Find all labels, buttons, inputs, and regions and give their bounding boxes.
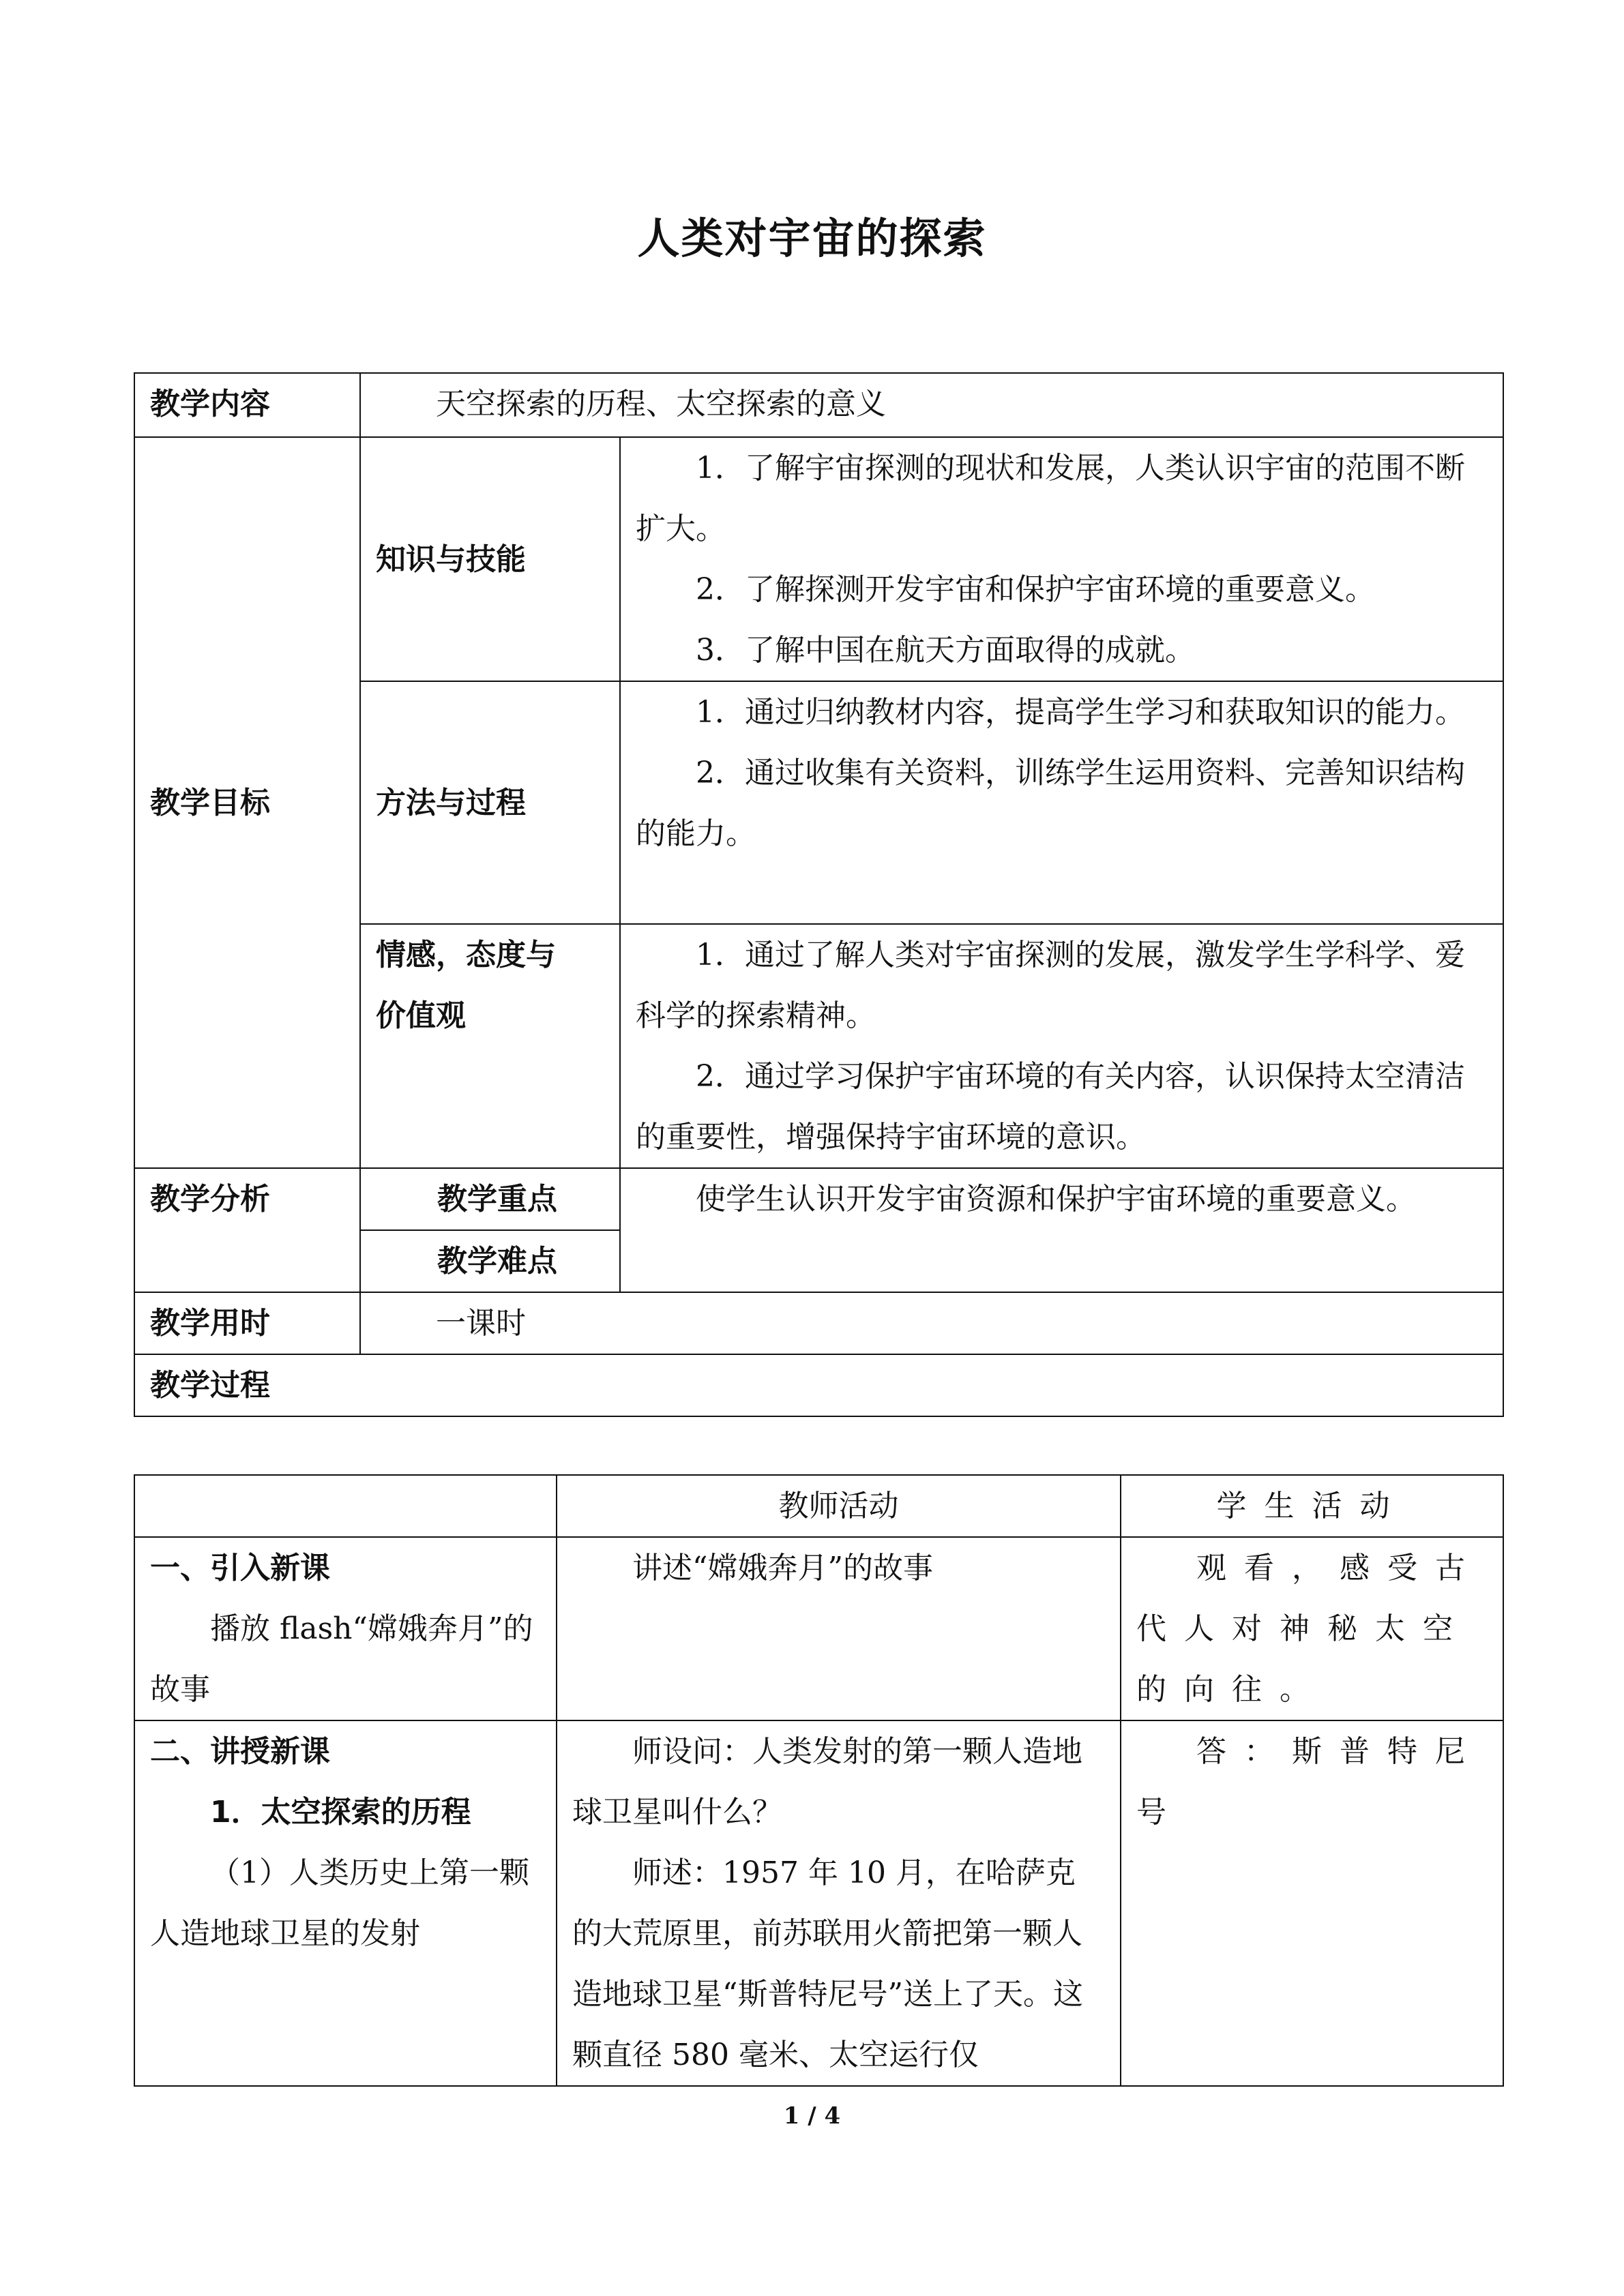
content-label: 教学内容: [134, 373, 360, 437]
info-table: [134, 372, 1504, 1417]
emotion-label-line1: 情感，态度与: [376, 938, 556, 972]
method-items: [620, 681, 1503, 924]
row2-section: 二、讲授新课: [150, 1734, 330, 1769]
emotion-items: [620, 924, 1503, 1168]
emotion-item: 1．通过了解人类对宇宙探测的发展，激发学生学科学、爱科学的探索精神。: [636, 938, 1465, 1033]
key-point-label: 教学重点: [360, 1168, 620, 1230]
emotion-item: 2．通过学习保护宇宙环境的有关内容，认识保持太空清洁的重要性，增强保持宇宙环境的意识。: [636, 1059, 1465, 1154]
time-value: 一课时: [360, 1292, 1503, 1354]
page-number: 1 / 4: [783, 2102, 841, 2130]
method-label: 方法与过程: [360, 681, 620, 924]
row2-teacher-statement: 师述：1957 年 10 月，在哈萨克的大荒原里，前苏联用火箭把第一颗人造地球卫星“斯普特尼号”送上了天。这颗直径 580 毫米、太空运行仅: [572, 1855, 1083, 2072]
difficult-point-label: 教学难点: [360, 1230, 620, 1292]
process-label: 教学过程: [134, 1354, 1503, 1416]
content-value: 天空探索的历程、太空探索的意义: [360, 373, 1503, 437]
goals-label: 教学目标: [134, 437, 360, 1168]
knowledge-label: 知识与技能: [360, 437, 620, 681]
page-title: 人类对宇宙的探索: [637, 213, 987, 263]
emotion-label: [360, 924, 620, 1168]
row1-student: 观看，感受古代人对神秘太空的向往。: [1121, 1537, 1503, 1720]
col-teacher-header: 教师活动: [557, 1475, 1121, 1537]
process-table: [134, 1474, 1504, 2087]
analysis-label: 教学分析: [134, 1168, 360, 1292]
row2-student: 答：斯普特尼号: [1121, 1720, 1503, 2086]
row1-left: [134, 1537, 557, 1720]
knowledge-item: 1．了解宇宙探测的现状和发展，人类认识宇宙的范围不断扩大。: [636, 451, 1465, 546]
row2-teacher: [557, 1720, 1121, 2086]
analysis-value: 使学生认识开发宇宙资源和保护宇宙环境的重要意义。: [620, 1168, 1503, 1292]
row2-left: [134, 1720, 557, 2086]
knowledge-item: 3．了解中国在航天方面取得的成就。: [696, 633, 1195, 668]
method-item: 2．通过收集有关资料，训练学生运用资料、完善知识结构的能力。: [636, 756, 1465, 851]
row2-teacher-question: 师设问：人类发射的第一颗人造地球卫星叫什么？: [572, 1734, 1082, 1830]
emotion-label-line2: 价值观: [376, 998, 466, 1033]
row1-teacher: 讲述“嫦娥奔月”的故事: [557, 1537, 1121, 1720]
knowledge-items: [620, 437, 1503, 681]
method-item: 1．通过归纳教材内容，提高学生学习和获取知识的能力。: [696, 695, 1465, 730]
knowledge-item: 2．了解探测开发宇宙和保护宇宙环境的重要意义。: [696, 572, 1375, 607]
row2-subsub: （1）人类历史上第一颗人造地球卫星的发射: [150, 1855, 529, 1951]
time-label: 教学用时: [134, 1292, 360, 1354]
row1-desc: 播放 flash“嫦娥奔月”的故事: [150, 1611, 533, 1707]
col-student-header: 学生活动: [1121, 1475, 1503, 1537]
row2-subsection: 1．太空探索的历程: [210, 1795, 471, 1830]
row1-section: 一、引入新课: [150, 1551, 330, 1585]
empty-header-cell: [134, 1475, 557, 1537]
